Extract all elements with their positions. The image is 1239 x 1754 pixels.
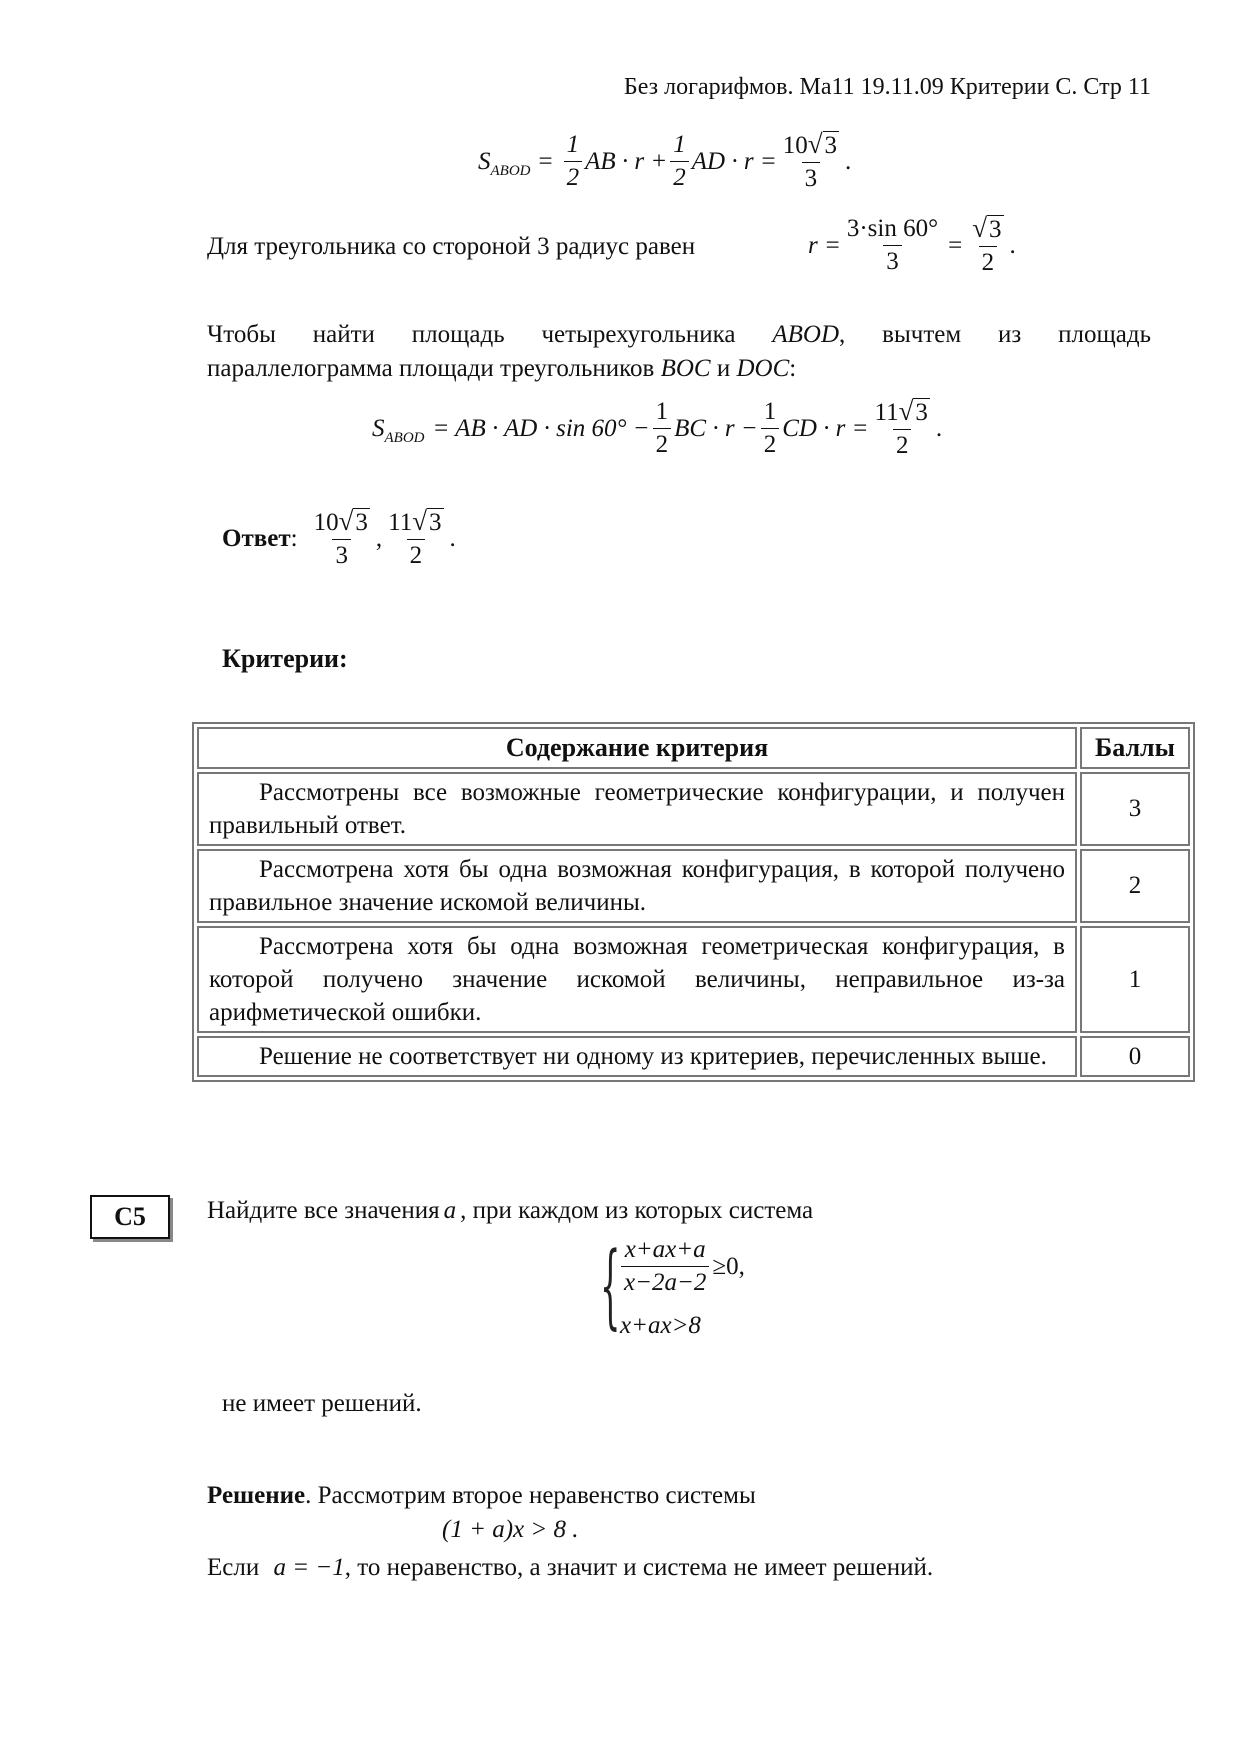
subscript: ABOD — [384, 430, 425, 446]
radius-text: Для треугольника со стороной 3 радиус равен — [207, 233, 696, 260]
fraction-result: 11 √ 3 2 — [872, 395, 933, 462]
answer-label: Ответ — [222, 524, 291, 552]
criterion-text: Рассмотрены все возможные геометрические конфигурации, и получен правильный ответ. — [197, 772, 1077, 846]
paragraph-line-2: параллелограмма площади треугольников BOC и DOC: — [207, 355, 797, 382]
c5-task-text: Найдите все значения a , при каждом из которых система — [207, 1197, 814, 1224]
problem-label-c5: C5 — [90, 1195, 170, 1239]
brace: { — [600, 1232, 621, 1339]
answer-fraction-2: 11 √ 3 2 — [385, 505, 446, 572]
fraction-half: $\frac{1}{2}$ — [670, 129, 689, 194]
criterion-points: 1 — [1080, 926, 1190, 1033]
col-content-header: Содержание критерия — [197, 727, 1077, 769]
criterion-text: Рассмотрена хотя бы одна возможная геометрическая конфигурация, в которой получено значение искомой величины, неправильное из-за арифметической ошибки. — [197, 926, 1077, 1033]
table-row — [197, 926, 1190, 1033]
answer-fraction-1: 10 √ 3 3 — [311, 505, 373, 572]
fraction-half: $\frac{1}{2}$ — [761, 396, 780, 461]
system-of-inequalities: { $\frac{x+ax+a}{x-2a-2}$ ≥0, x+ax>8 — [600, 1232, 745, 1339]
criterion-text: Рассмотрена хотя бы одна возможная конфигурация, в которой получено правильное значение искомой величины. — [197, 849, 1077, 923]
fraction-half: $\frac{1}{2}$ — [653, 396, 672, 461]
table-row — [197, 849, 1190, 923]
solution-label: Решение — [207, 1482, 306, 1509]
criterion-points: 0 — [1080, 1036, 1190, 1077]
formula-area-abod-2: S ABOD = AB · AD · sin 60° − $\frac{1}{2}$ BC · r − $\frac{1}{2}$ CD · r = 11 √ 3 2 . — [372, 395, 942, 462]
criteria-table — [192, 722, 1195, 1082]
table-row — [197, 772, 1190, 846]
formula-radius: r = $\frac{3\cdot\sin 60^\circ}{3}$ = √ 3 2 . — [808, 212, 1016, 279]
fraction-result: 10 √ 3 3 — [780, 128, 842, 195]
criterion-text: Решение не соответствует ни одному из критериев, перечисленных выше. — [197, 1036, 1077, 1077]
system-line-2: x+ax>8 — [620, 1312, 701, 1339]
system-fraction: $\frac{x+ax+a}{x-2a-2}$ — [621, 1234, 709, 1299]
paragraph-line-1: Чтобы найти площадь четырехугольника ABOD, вычтем из площадь — [207, 321, 1152, 348]
criterion-points: 3 — [1080, 772, 1190, 846]
answer: Ответ : 10 √ 3 3 , 11 √ 3 2 . — [222, 505, 456, 572]
subscript: ABOD — [490, 163, 531, 179]
fraction-sqrt3-over-2: √ 3 2 — [969, 212, 1006, 279]
solution-last-line: Если a = −1, то неравенство, а значит и система не имеет решений. — [207, 1554, 934, 1581]
table-header-row — [197, 727, 1190, 769]
fraction-half: $\frac{1}{2}$ — [564, 129, 583, 194]
table-row — [197, 1036, 1190, 1077]
fraction-radius: $\frac{3\cdot\sin 60^\circ}{3}$ — [844, 213, 941, 278]
formula-area-abod: S ABOD = $\frac{1}{2}$ AB · r + $\frac{1}{2}$ AD · r = 10 √ 3 3 . — [478, 128, 851, 195]
solution-intro: Решение. Рассмотрим второе неравенство системы — [207, 1482, 756, 1509]
no-solutions-text: не имеет решений. — [222, 1390, 422, 1417]
criterion-points: 2 — [1080, 849, 1190, 923]
page-header: Без логарифмов. Ма11 19.11.09 Критерии С. Стр 11 — [623, 74, 1151, 100]
criteria-title: Критерии: — [222, 644, 348, 673]
col-points-header: Баллы — [1080, 727, 1190, 769]
inequality: (1 + a)x > 8 . — [442, 1516, 579, 1543]
